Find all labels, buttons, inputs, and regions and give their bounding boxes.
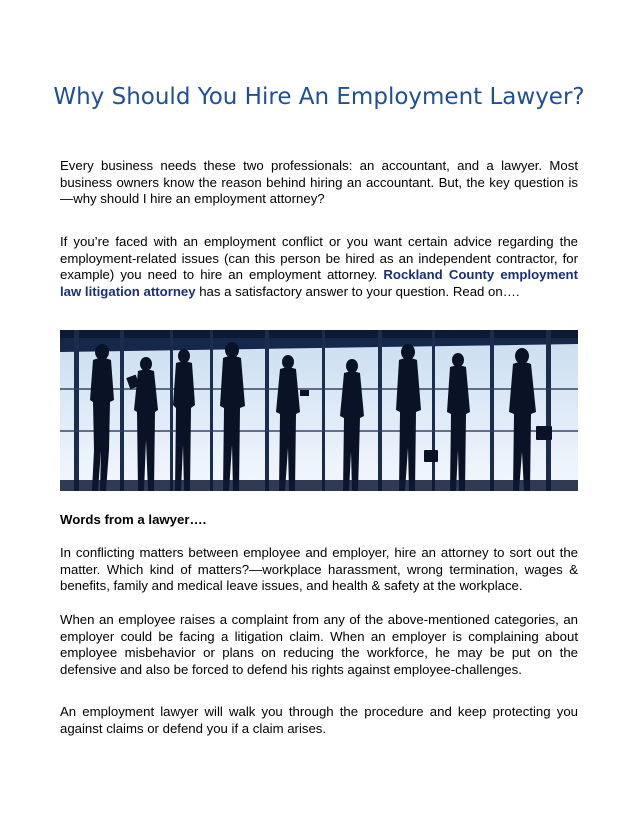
intro-paragraph-1: Every business needs these two professionals: an accountant, and a lawyer. Most business owners know the reason behind hiring an accountant. But, the key question is—why should I hire an employment attorney? [60, 158, 578, 207]
business-people-silhouettes-photo [60, 330, 578, 491]
intro-paragraph-2-text-before: If you’re faced with an employment conflict or you want certain advice regarding the employment-related issues (can this person be hired as an independent contractor, for example) you need to hire an employment attorney. [60, 234, 578, 283]
page-title: Why Should You Hire An Employment Lawyer? [53, 84, 585, 110]
body-paragraph-3: An employment lawyer will walk you through the procedure and keep protecting you against claims or defend you if a claim arises. [60, 704, 578, 736]
body-paragraph-2: When an employee raises a complaint from any of the above-mentioned categories, an employer could be facing a litigation claim. When an employer is complaining about employee misbehavior or plans on reducing the workforce, he may be put on the defensive and also be forced to defend his rights against employee-challenges. [60, 612, 578, 677]
section-heading: Words from a lawyer…. [60, 512, 207, 527]
intro-paragraph-2 [60, 234, 578, 300]
body-paragraph-1: In conflicting matters between employee and employer, hire an attorney to sort out the matter. Which kind of matters?—workplace harassment, wrong termination, wages & benefits, family and medical leave issues, and health & safety at the workplace. [60, 545, 578, 594]
intro-paragraph-2-text-after: has a satisfactory answer to your question. Read on…. [195, 283, 520, 299]
rockland-attorney-link[interactable]: Rockland County employment law litigation attorney [60, 267, 579, 299]
